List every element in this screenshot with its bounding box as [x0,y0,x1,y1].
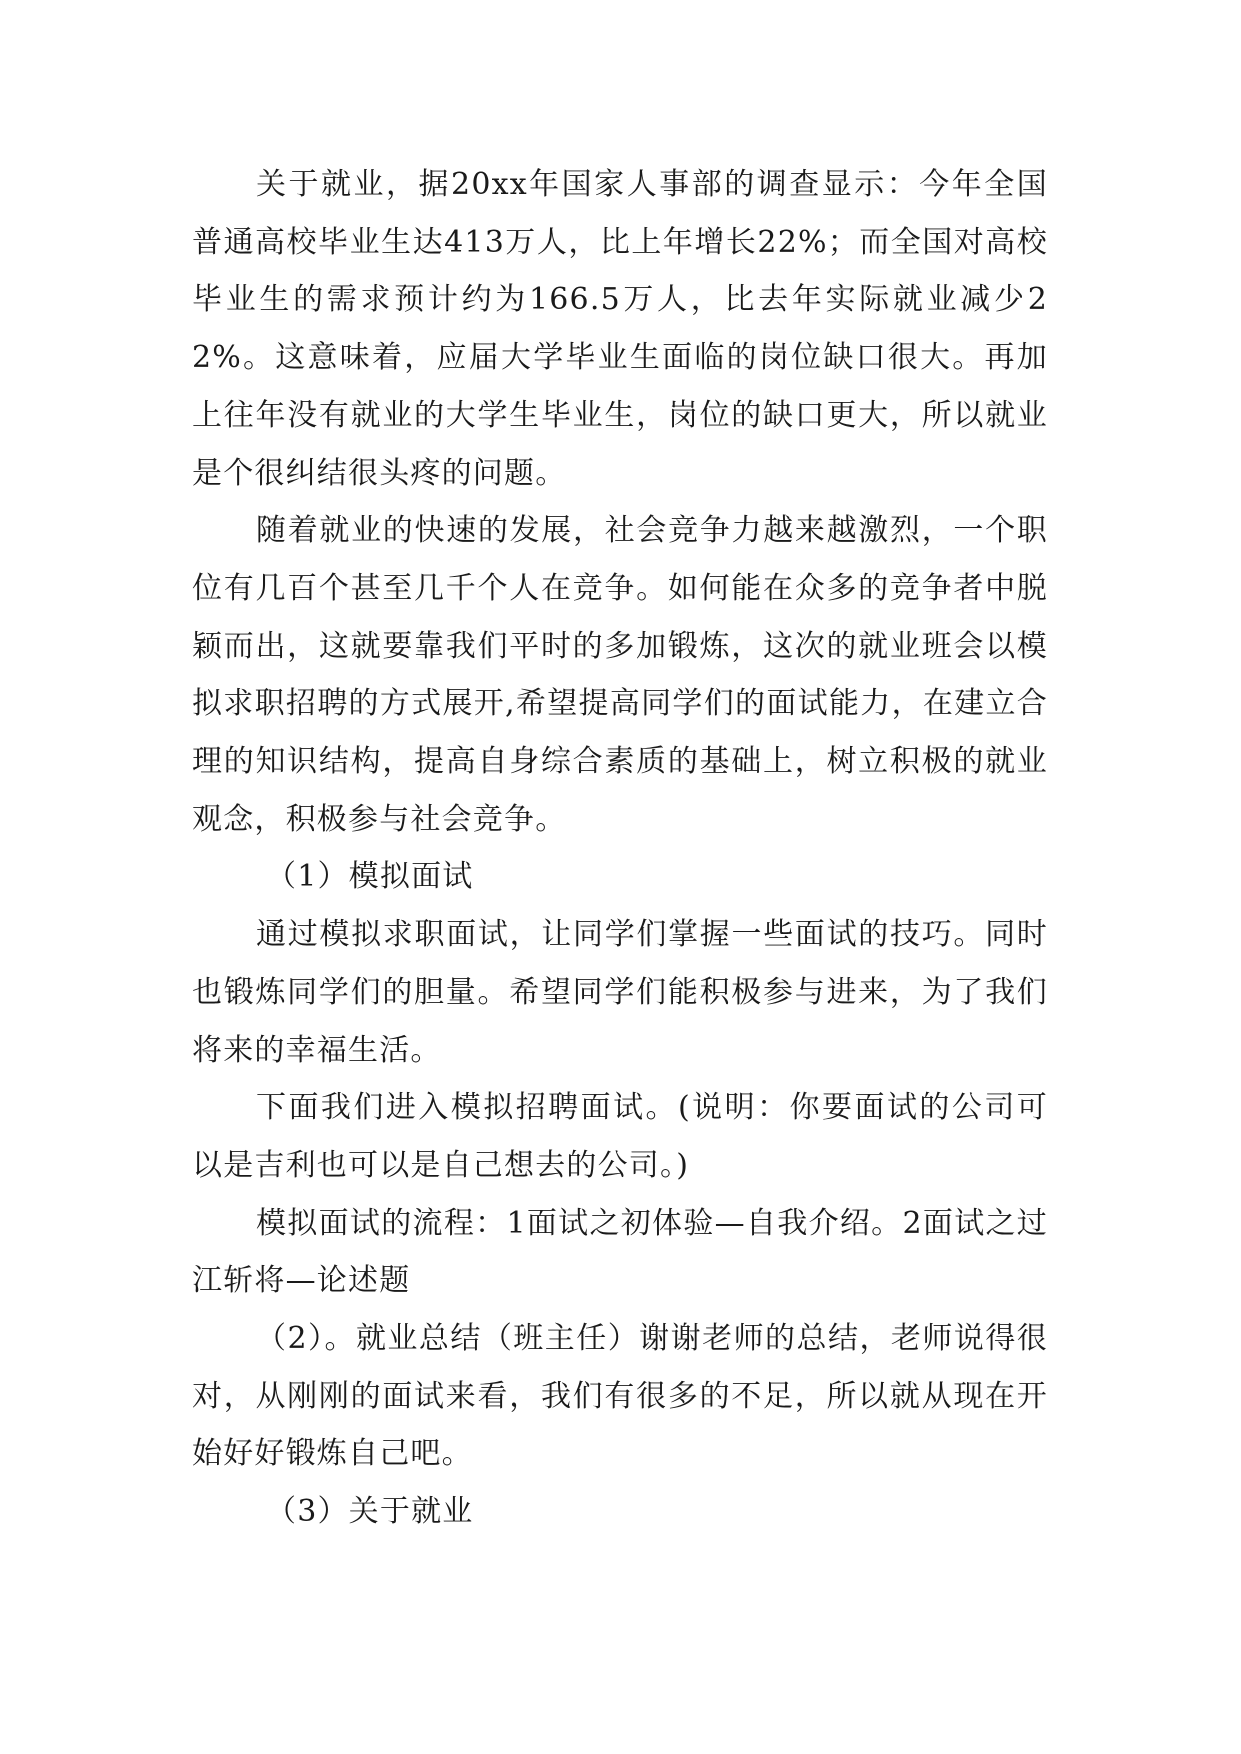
paragraph-competition: 随着就业的快速的发展，社会竞争力越来越激烈，一个职位有几百个甚至几千个人在竞争。如何能在众多的竞争者中脱颖而出，这就要靠我们平时的多加锻炼，这次的就业班会以模拟求职招聘的方式展开,希望提高同学们的面试能力，在建立合理的知识结构，提高自身综合素质的基础上，树立积极的就业观念，积极参与社会竞争。 [192,513,1048,837]
section-heading-mock-interview: （1）模拟面试 [266,859,474,895]
paragraph-employment-survey: 关于就业，据20xx年国家人事部的调查显示：今年全国普通高校毕业生达413万人，比上年增长22%；而全国对高校毕业生的需求预计约为166.5万人，比去年实际就业减少22%。这意味着，应届大学毕业生面临的岗位缺口很大。再加上往年没有就业的大学生毕业生，岗位的缺口更大，所以就业是个很纠结很头疼的问题。 [192,167,1048,491]
paragraph-interview-skills: 通过模拟求职面试，让同学们掌握一些面试的技巧。同时也锻炼同学们的胆量。希望同学们能积极参与进来，为了我们将来的幸福生活。 [192,917,1048,1068]
section-heading-about-employment: （3）关于就业 [266,1494,474,1530]
document-body [192,156,1048,1541]
paragraph-enter-mock-interview: 下面我们进入模拟招聘面试。(说明：你要面试的公司可以是吉利也可以是自己想去的公司。) [192,1090,1048,1183]
paragraph-summary: （2）。就业总结（班主任）谢谢老师的总结，老师说得很对，从刚刚的面试来看，我们有很多的不足，所以就从现在开始好好锻炼自己吧。 [192,1321,1048,1472]
paragraph-interview-process: 模拟面试的流程：1面试之初体验—自我介绍。2面试之过江斩将—论述题 [192,1205,1048,1299]
